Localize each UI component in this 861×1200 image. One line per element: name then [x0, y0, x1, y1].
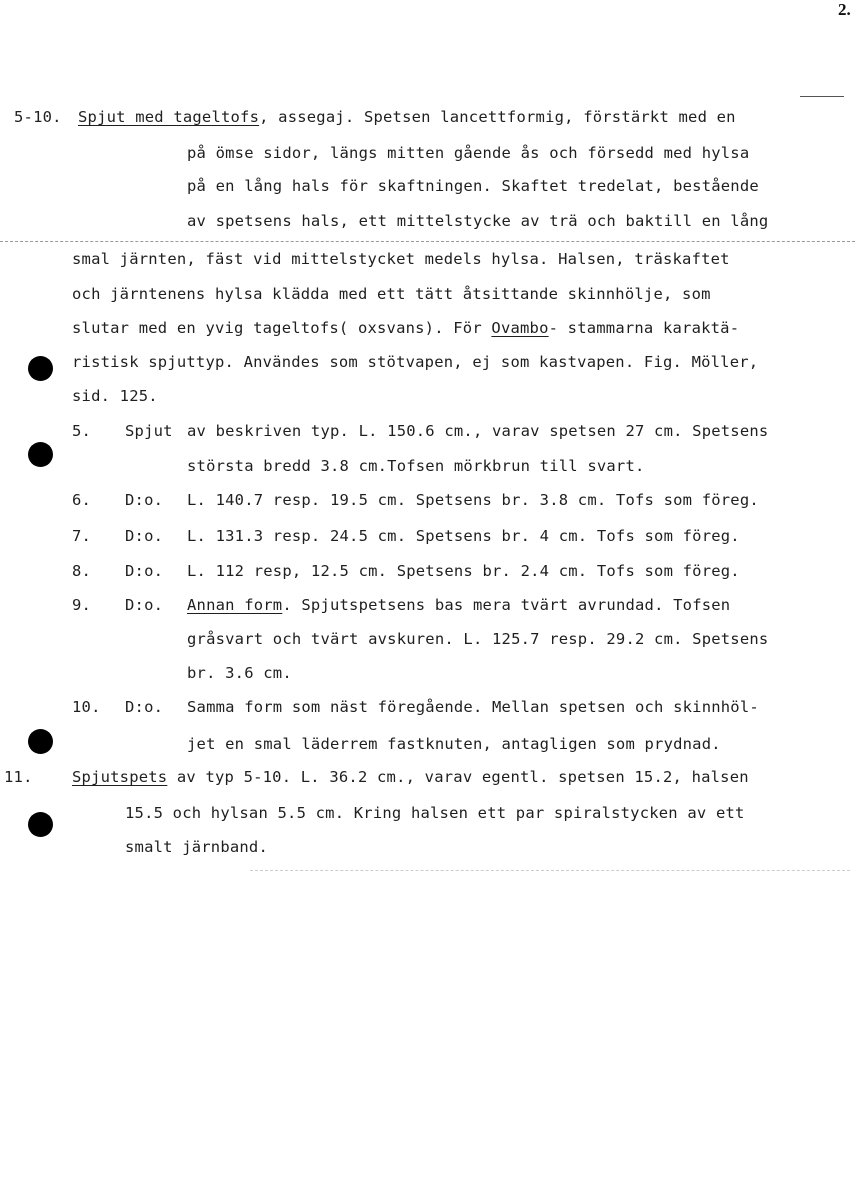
entry-line	[78, 108, 736, 126]
punch-hole	[28, 812, 53, 837]
entry-line: smal järnten, fäst vid mittelstycket medels hylsa. Halsen, träskaftet	[72, 250, 730, 268]
entry-line	[72, 319, 739, 337]
entry-text: , assegaj. Spetsen lancettformig, förstärkt med en	[259, 108, 736, 126]
entry-text: - stammarna karaktä-	[548, 319, 740, 337]
entry-number: 5.	[72, 422, 92, 440]
entry-text: av typ 5-10. L. 36.2 cm., varav egentl. spetsen 15.2, halsen	[167, 768, 749, 786]
entry-line: gråsvart och tvärt avskuren. L. 125.7 resp. 29.2 cm. Spetsens	[187, 630, 769, 648]
underlined-term: Ovambo	[491, 319, 549, 337]
entry-number: 5-10.	[14, 108, 62, 126]
entry-line	[72, 768, 749, 786]
entry-line: av spetsens hals, ett mittelstycke av trä och baktill en lång	[187, 212, 769, 230]
entry-title: Spjutspets	[72, 768, 168, 786]
entry-line: största bredd 3.8 cm.Tofsen mörkbrun till svart.	[187, 457, 645, 475]
entry-line: ristisk spjuttyp. Användes som stötvapen, ej som kastvapen. Fig. Möller,	[72, 353, 759, 371]
entry-number: 11.	[4, 768, 33, 786]
entry-line: på en lång hals för skaftningen. Skaftet tredelat, bestående	[187, 177, 759, 195]
punch-hole	[28, 442, 53, 467]
entry-col2: D:o.	[125, 596, 164, 614]
punch-hole	[28, 356, 53, 381]
entry-line: och järntenens hylsa klädda med ett tätt åtsittande skinnhölje, som	[72, 285, 711, 303]
entry-line: L. 140.7 resp. 19.5 cm. Spetsens br. 3.8 cm. Tofs som föreg.	[187, 491, 759, 509]
entry-number: 6.	[72, 491, 92, 509]
bottom-faint-rule	[250, 870, 850, 871]
entry-number: 9.	[72, 596, 92, 614]
entry-line: 15.5 och hylsan 5.5 cm. Kring halsen ett par spiralstycken av ett	[125, 804, 745, 822]
entry-col2: D:o.	[125, 698, 164, 716]
entry-number: 8.	[72, 562, 92, 580]
entry-line: L. 112 resp, 12.5 cm. Spetsens br. 2.4 cm. Tofs som föreg.	[187, 562, 740, 580]
entry-line: sid. 125.	[72, 387, 158, 405]
mid-dashed-rule	[0, 241, 855, 242]
entry-line	[187, 596, 730, 614]
punch-hole	[28, 729, 53, 754]
entry-line: av beskriven typ. L. 150.6 cm., varav spetsen 27 cm. Spetsens	[187, 422, 769, 440]
entry-text: . Spjutspetsens bas mera tvärt avrundad. Tofsen	[282, 596, 731, 614]
entry-line: L. 131.3 resp. 24.5 cm. Spetsens br. 4 cm. Tofs som föreg.	[187, 527, 740, 545]
entry-title: Spjut med tageltofs	[78, 108, 260, 126]
entry-line: på ömse sidor, längs mitten gående ås och försedd med hylsa	[187, 144, 750, 162]
entry-col2: D:o.	[125, 562, 164, 580]
entry-line: smalt järnband.	[125, 838, 268, 856]
entry-number: 10.	[72, 698, 101, 716]
entry-text: slutar med en yvig tageltofs( oxsvans). För	[72, 319, 492, 337]
entry-col2: D:o.	[125, 491, 164, 509]
entry-line: br. 3.6 cm.	[187, 664, 292, 682]
entry-line: jet en smal läderrem fastknuten, antagligen som prydnad.	[187, 735, 721, 753]
top-rule	[800, 96, 844, 97]
underlined-term: Annan form	[187, 596, 283, 614]
entry-number: 7.	[72, 527, 92, 545]
entry-line: Samma form som näst föregående. Mellan spetsen och skinnhöl-	[187, 698, 759, 716]
entry-col2: D:o.	[125, 527, 164, 545]
entry-col2: Spjut	[125, 422, 173, 440]
page-number: 2.	[838, 0, 851, 19]
